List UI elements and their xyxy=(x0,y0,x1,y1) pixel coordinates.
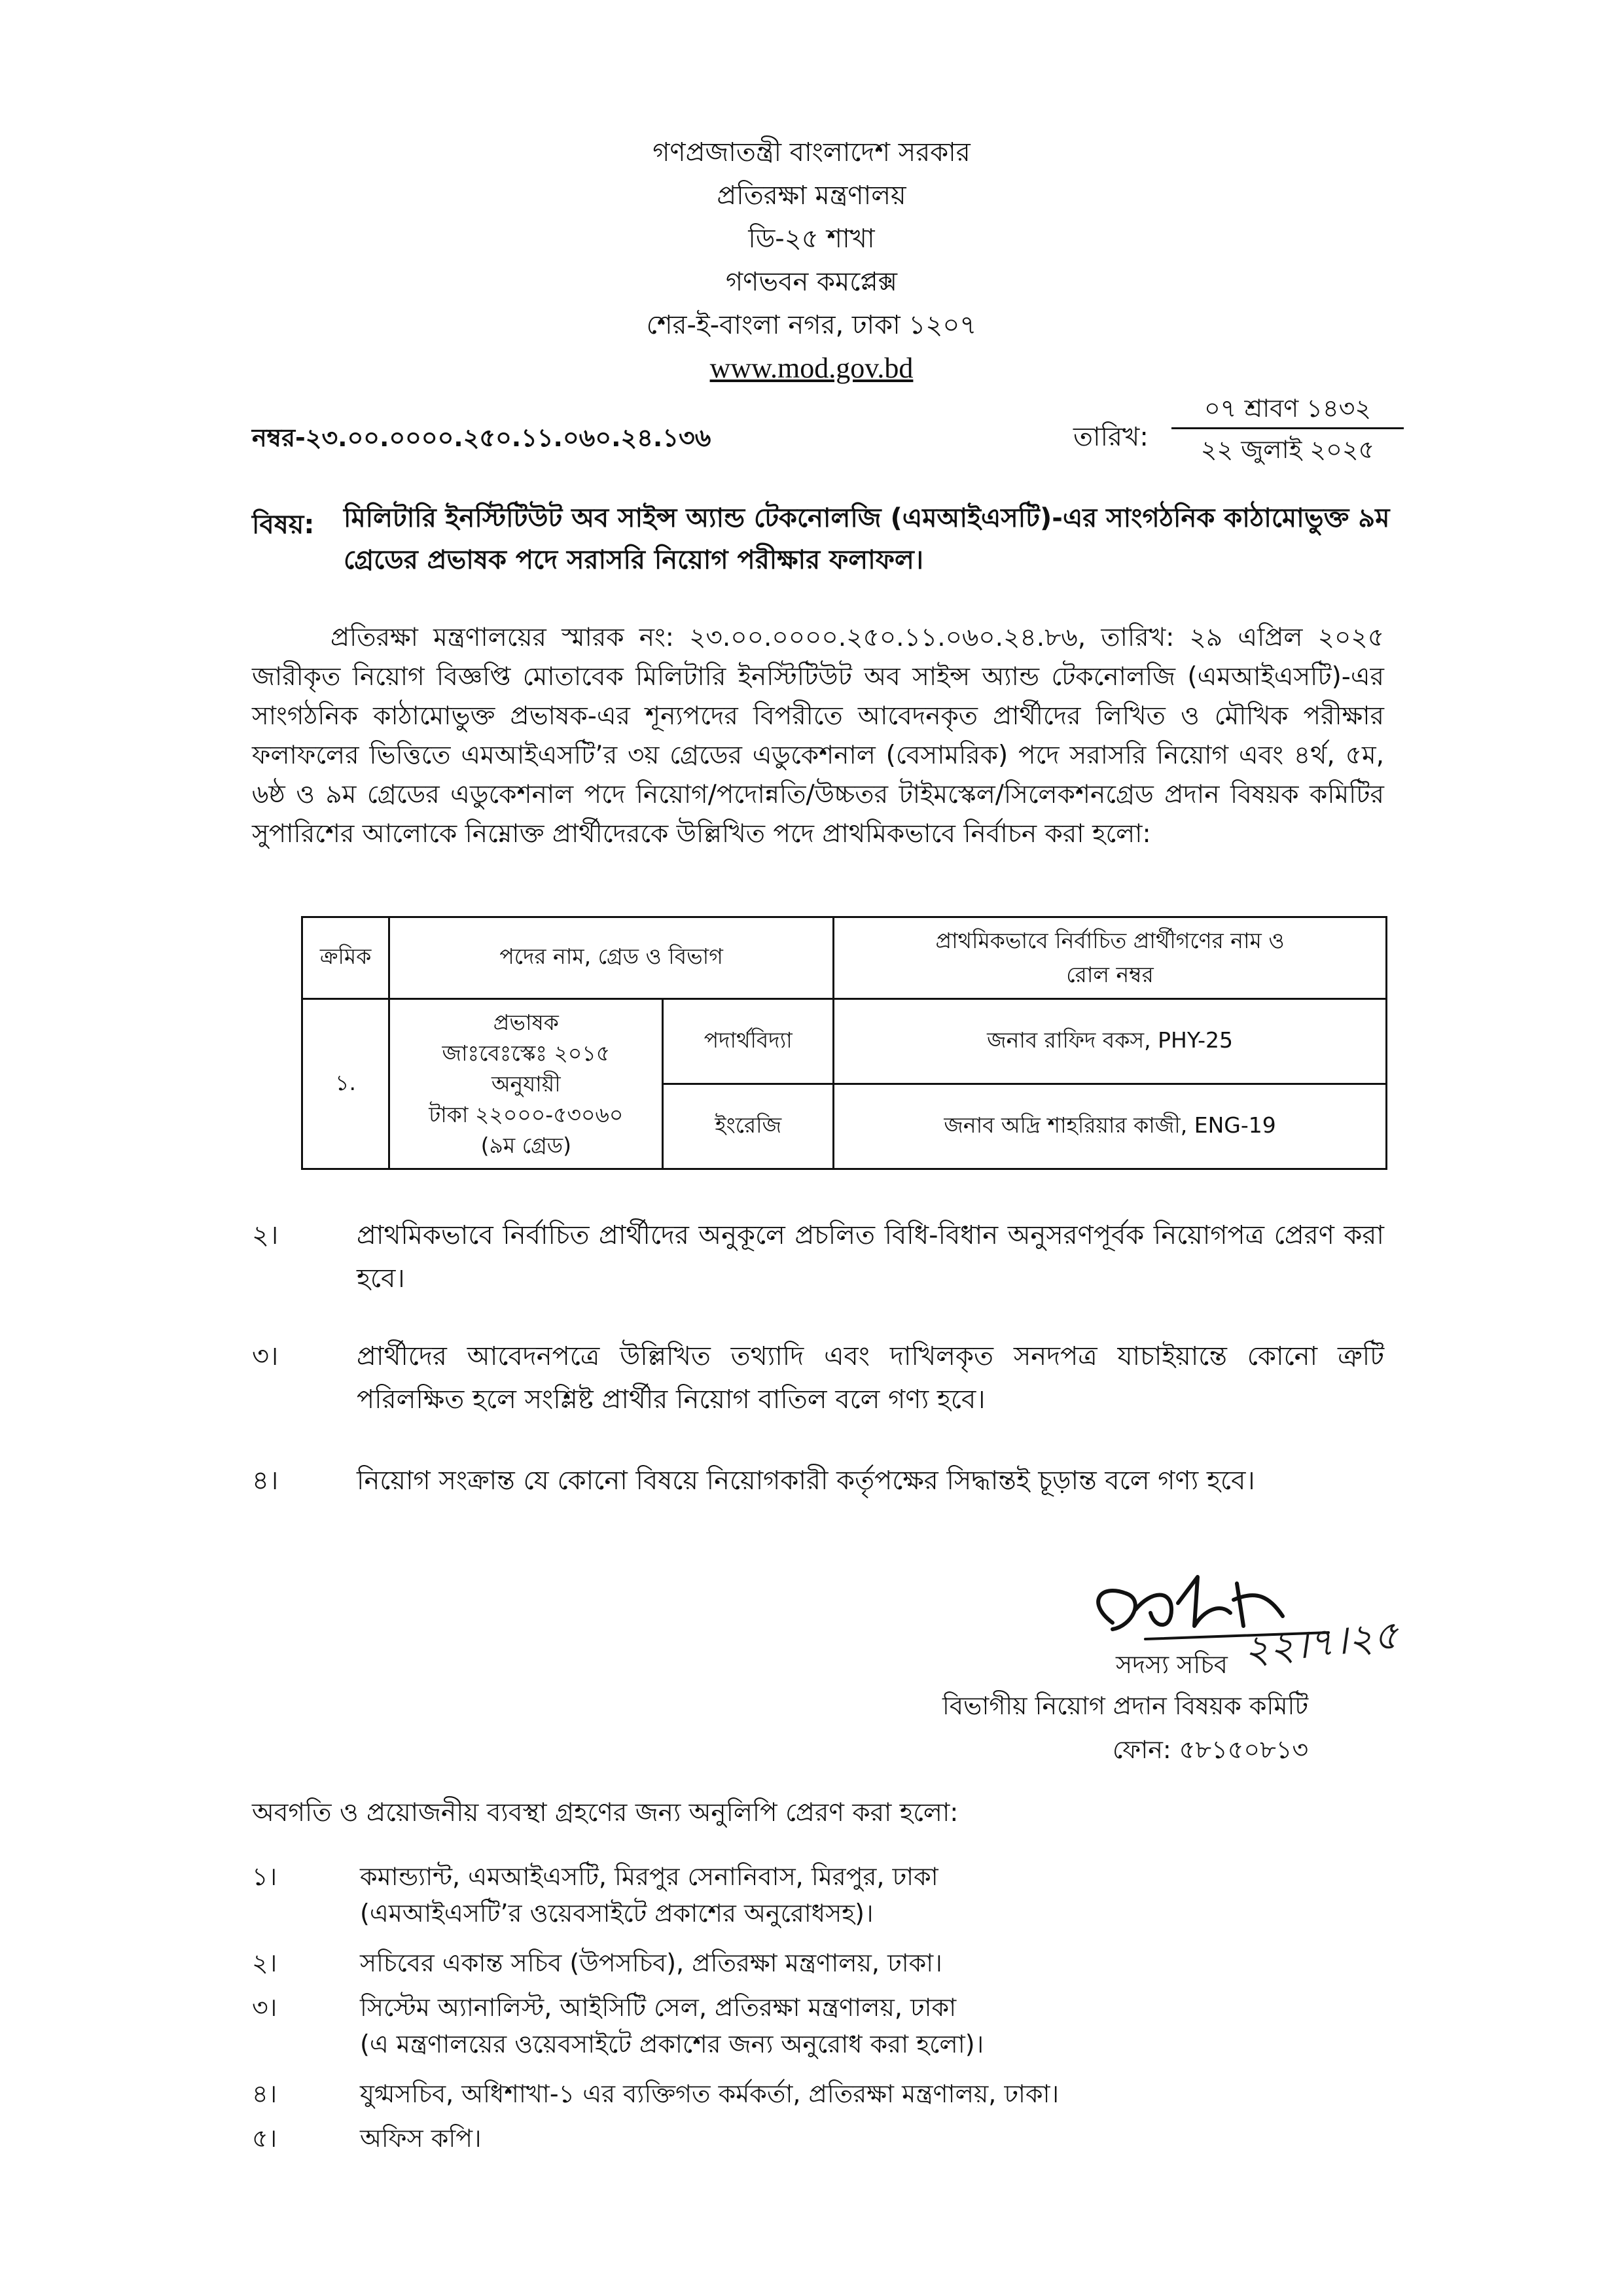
copy-item-5 xyxy=(252,2120,1397,2159)
copy-number: ৪। xyxy=(252,2079,277,2108)
copy-number: ৩। xyxy=(252,1993,277,2022)
point-text-content: নিয়োগ সংক্রান্ত যে কোনো বিষয়ে নিয়োগকারী কর্তৃপক্ষের সিদ্ধান্তই চূড়ান্ত বলে গণ্য হবে। xyxy=(357,1466,1255,1496)
date-gregorian: ২২ জুলাই ২০২৫ xyxy=(1200,435,1375,464)
copy-item-4 xyxy=(252,2075,1397,2115)
website-link[interactable]: www.mod.gov.bd xyxy=(709,352,914,384)
point-text-content: প্রার্থীদের আবেদনপত্রে উল্লিখিত তথ্যাদি এবং দাখিলকৃত সনদপত্র যাচাইয়ান্তে কোনো ত্রুটি পরিলক্ষিত হলে সংশ্লিষ্ট প্রার্থীর নিয়োগ বাতিল বলে গণ্য হবে। xyxy=(357,1341,1384,1415)
table-header-row xyxy=(302,917,1387,999)
copy-item-3 xyxy=(252,1989,1397,2068)
complex-name: গণভবন কমপ্লেক্স xyxy=(725,267,898,297)
header-post: পদের নাম, গ্রেড ও বিভাগ xyxy=(389,917,834,999)
subject-label: বিষয়: xyxy=(252,510,315,540)
subject-text: মিলিটারি ইনস্টিটিউট অব সাইন্স অ্যান্ড টেকনোলজি (এমআইএসটি)-এর সাংগঠনিক কাঠামোভুক্ত ৯ম গ্রেডের প্রভাষক পদে সরাসরি নিয়োগ পরীক্ষার ফলাফল। xyxy=(344,503,1390,575)
copy-number: ২। xyxy=(252,1949,277,1977)
committee-name: বিভাগীয় নিয়োগ প্রদান বিষয়ক কমিটি xyxy=(942,1691,1309,1720)
copy-intro: অবগতি ও প্রয়োজনীয় ব্যবস্থা গ্রহণের জন্য অনুলিপি প্রেরণ করা হলো: xyxy=(252,1798,959,1828)
body-paragraph: প্রতিরক্ষা মন্ত্রণালয়ের স্মারক নং: ২৩.০০.০০০০.২৫০.১১.০৬০.২৪.৮৬, তারিখ: ২৯ এপ্রিল ২০২৫ জারীকৃত নিয়োগ বিজ্ঞপ্তি মোতাবেক মিলিটারি ইনস্টিটিউট অব সাইন্স অ্যান্ড টেকনোলজি (এমআইএসটি)-এর সাংগঠনিক কাঠামোভুক্ত প্রভাষক-এর শূন্যপদের বিপরীতে আবেদনকৃত প্রার্থীদের লিখিত ও মৌখিক পরীক্ষার ফলাফলের ভিত্তিতে এমআইএসটি’র ৩য় গ্রেডের এডুকেশনাল (বেসামরিক) পদে সরাসরি নিয়োগ এবং ৪র্থ, ৫ম, ৬ষ্ঠ ও ৯ম গ্রেডের এডুকেশনাল পদে নিয়োগ/পদোন্নতি/উচ্চতর টাইমস্কেল/সিলেকশনগ্রেড প্রদান বিষয়ক কমিটির সুপারিশের আলোকে নিম্নোক্ত প্রার্থীদেরকে উল্লিখিত পদে প্রাথমিকভাবে নির্বাচন করা হলো: xyxy=(252,623,1384,849)
signer-title: সদস্য সচিব xyxy=(1116,1650,1228,1679)
selection-table xyxy=(301,916,1387,1170)
copy-line: (এ মন্ত্রণালয়ের ওয়েবসাইটে প্রকাশের জন্য অনুরোধ করা হলো)। xyxy=(360,2030,984,2058)
candidate-english: জনাব অদ্রি শাহরিয়ার কাজী, ENG-19 xyxy=(834,1084,1387,1169)
point-number: ৪। xyxy=(252,1466,279,1496)
table-row xyxy=(302,999,1387,1084)
copy-line: কমান্ড্যান্ট, এমআইএসটি, মিরপুর সেনানিবাস, মিরপুর, ঢাকা xyxy=(360,1862,938,1891)
point-number: ২। xyxy=(252,1220,279,1250)
copy-text xyxy=(360,1858,938,1932)
point-number: ৩। xyxy=(252,1341,279,1371)
header-serial: ক্রমিক xyxy=(302,917,389,999)
row-post xyxy=(389,999,663,1169)
department-english: ইংরেজি xyxy=(663,1084,834,1169)
post-scale: জাঃবেঃস্কেঃ ২০১৫ xyxy=(442,1040,611,1066)
copy-item-2 xyxy=(252,1945,1397,1984)
point-text-content: প্রাথমিকভাবে নির্বাচিত প্রার্থীদের অনুকূলে প্রচলিত বিধি-বিধান অনুসরণপূর্বক নিয়োগপত্র প্রেরণ করা হবে। xyxy=(357,1220,1384,1294)
copy-line: অফিস কপি। xyxy=(360,2124,482,2153)
copy-line: সিস্টেম অ্যানালিস্ট, আইসিটি সেল, প্রতিরক্ষা মন্ত্রণালয়, ঢাকা xyxy=(360,1993,957,2022)
point-3 xyxy=(252,1335,1384,1426)
copy-text xyxy=(360,1945,942,1981)
point-2 xyxy=(252,1214,1384,1305)
copy-text xyxy=(360,2075,1059,2112)
department-physics: পদার্থবিদ্যা xyxy=(663,999,834,1084)
post-title: প্রভাষক xyxy=(493,1010,559,1035)
copy-line: সচিবের একান্ত সচিব (উপসচিব), প্রতিরক্ষা মন্ত্রণালয়, ঢাকা। xyxy=(360,1949,942,1977)
letterhead xyxy=(0,131,1623,390)
copy-text xyxy=(360,1989,984,2062)
point-text xyxy=(357,1214,1384,1300)
candidate-physics: জনাব রাফিদ বকস, PHY-25 xyxy=(834,999,1387,1084)
phone-number: ফোন: ৫৮১৫০৮১৩ xyxy=(1113,1735,1309,1764)
post-grade: (৯ম গ্রেড) xyxy=(480,1133,572,1158)
point-text xyxy=(357,1459,1384,1502)
copy-line: যুগ্মসচিব, অধিশাখা-১ এর ব্যক্তিগত কর্মকর্তা, প্রতিরক্ষা মন্ত্রণালয়, ঢাকা। xyxy=(360,2079,1060,2108)
date-block xyxy=(1171,389,1404,467)
government-name: গণপ্রজাতন্ত্রী বাংলাদেশ সরকার xyxy=(652,137,971,168)
copy-number: ৫। xyxy=(252,2124,277,2153)
post-salary: টাকা ২২০০০-৫৩০৬০ xyxy=(429,1102,624,1127)
point-text xyxy=(357,1335,1384,1421)
point-4 xyxy=(252,1459,1384,1505)
header-candidates xyxy=(834,917,1387,999)
copy-line: (এমআইএসটি’র ওয়েবসাইটে প্রকাশের অনুরোধসহ)। xyxy=(360,1899,874,1928)
branch-name: ডি-২৫ শাখা xyxy=(748,224,875,254)
date-bangla: ০৭ শ্রাবণ ১৪৩২ xyxy=(1171,389,1404,429)
address-line: শের-ই-বাংলা নগর, ঢাকা ১২০৭ xyxy=(646,310,977,340)
copy-item-1 xyxy=(252,1858,1397,1937)
memo-reference: নম্বর-২৩.০০.০০০০.২৫০.১১.০৬০.২৪.১৩৬ xyxy=(252,423,711,452)
header-candidates-text: প্রাথমিকভাবে নির্বাচিত প্রার্থীগণের নাম ও রোল নম্বর xyxy=(935,928,1285,987)
date-label: তারিখ: xyxy=(1073,422,1149,452)
signature-date: ২২।৭।২৫ xyxy=(1241,1612,1401,1674)
copy-number: ১। xyxy=(252,1862,277,1891)
copy-text xyxy=(360,2120,482,2157)
post-scale-note: অনুযায়ী xyxy=(491,1071,561,1097)
row-serial: ১. xyxy=(302,999,389,1169)
ministry-name: প্রতিরক্ষা মন্ত্রণালয় xyxy=(717,181,906,211)
